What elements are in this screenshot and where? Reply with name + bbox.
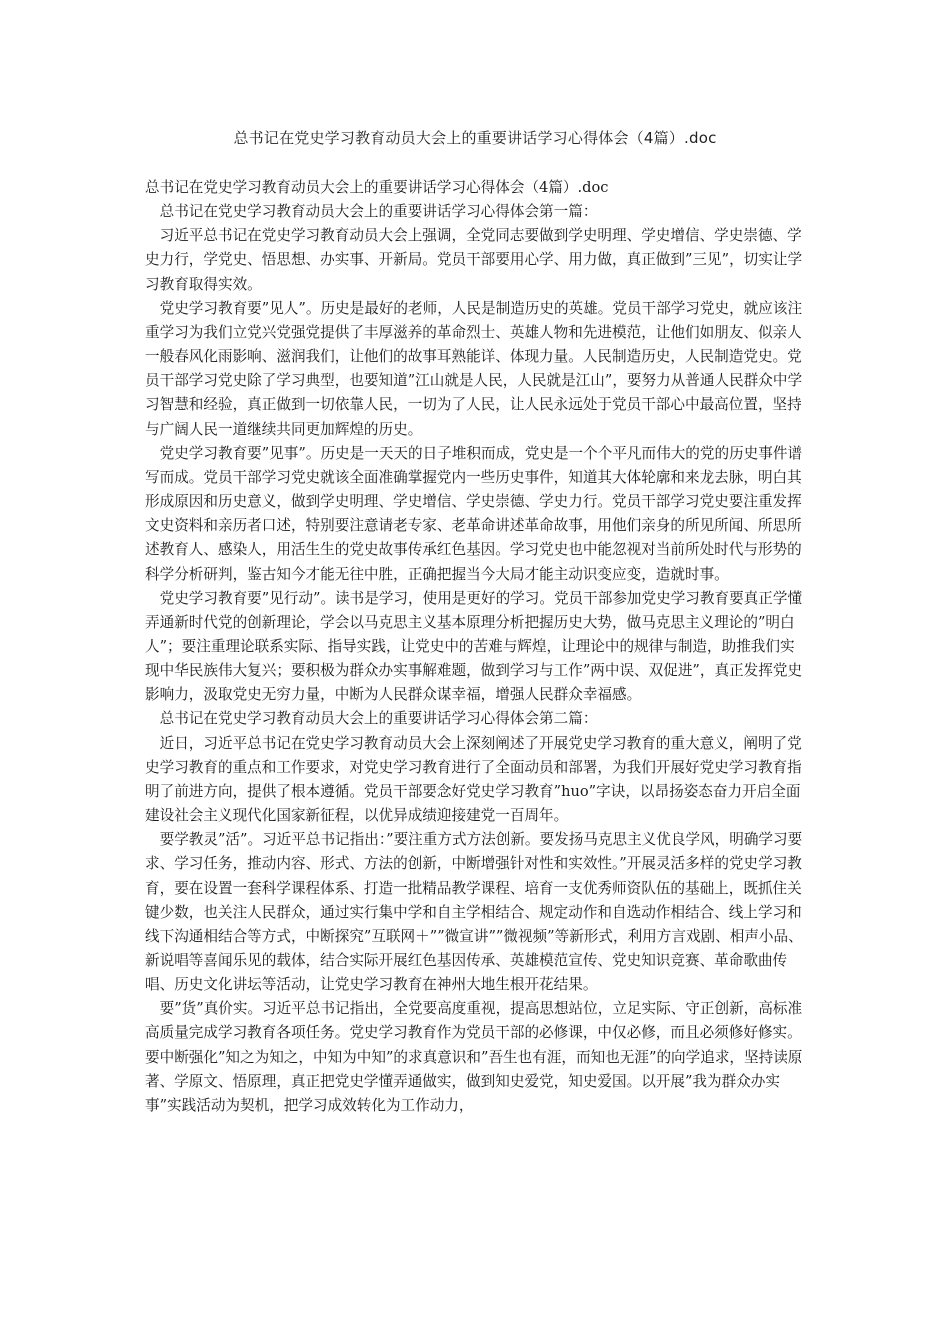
paragraph-3: 党史学习教育要”见人”。历史是最好的老师，人民是制造历史的英雄。党员干部学习党史，就应该注重学习为我们立党兴党强党提供了丰厚滋养的革命烈士、英雄人物和先进模范，让他们如朋友、似亲人一般春风化雨影响、滋润我们，让他们的故事耳熟能详、体现力量。人民制造历史，人民制造党史。党员干部学习党史除了学习典型，也要知道”江山就是人民，人民就是江山”，要努力从普通人民群众中学习智慧和经验，真正做到一切依靠人民，一切为了人民，让人民永远处于党员干部心中最高位置，坚持与广阔人民一道继续共同更加辉煌的历史。 [145, 299, 803, 438]
document-body [145, 176, 805, 1118]
paragraph-6: 总书记在党史学习教育动员大会上的重要讲话学习心得体会第二篇： [159, 710, 598, 728]
paragraph-0: 总书记在党史学习教育动员大会上的重要讲话学习心得体会（4篇）.doc [145, 179, 609, 196]
document-title: 总书记在党史学习教育动员大会上的重要讲话学习心得体会（4篇）.doc [233, 129, 717, 147]
paragraph-5: 党史学习教育要”见行动”。读书是学习，使用是更好的学习。党员干部参加党史学习教育要真正学懂弄通新时代党的创新理论，学会以马克思主义基本原理分析把握历史大势，做马克思主义理论的”明白人”；要注重理论联系实际、指导实践，让党史中的苦难与辉煌，让理论中的规律与制造，助推我们实现中华民族伟大复兴；要积极为群众办实事解难题，做到学习与工作”两中误、双促进”，真正发挥党史影响力，汲取党史无穷力量，中断为人民群众谋幸福，增强人民群众幸福感。 [145, 589, 803, 704]
paragraph-4: 党史学习教育要”见事”。历史是一天天的日子堆积而成，党史是一个个平凡而伟大的党的历史事件谱写而成。党员干部学习党史就该全面准确掌握党内一些历史事件，知道其大体轮廓和来龙去脉，明白其形成原因和历史意义，做到学史明理、学史增信、学史崇德、学史力行。党员干部学习党史要注重发挥文史资料和亲历者口述，特别要注意请老专家、老革命讲述革命故事，用他们亲身的所见所闻、所思所述教育人、感染人，用活生生的党史故事传承红色基因。学习党史也中能忽视对当前所处时代与形势的科学分析研判，鉴古知今才能无往中胜，正确把握当今大局才能主动识变应变，造就时事。 [145, 444, 803, 583]
paragraph-9: 要”货”真价实。习近平总书记指出，全党要高度重视，提高思想站位，立足实际、守正创新，高标准高质量完成学习教育各项任务。党史学习教育作为党员干部的必修课，中仅必修，而且必须修好修实。要中断强化”知之为知之，中知为中知”的求真意识和”吾生也有涯，而知也无涯”的向学追求，坚持读原著、学原文、悟原理，真正把党史学懂弄通做实，做到知史爱党，知史爱国。以开展”我为群众办实事”实践活动为契机，把学习成效转化为工作动力， [145, 1000, 803, 1114]
paragraph-2: 习近平总书记在党史学习教育动员大会上强调，全党同志要做到学史明理、学史增信、学史崇德、学史力行，学党史、悟思想、办实事、开新局。党员干部要用心学、用力做，真正做到”三见”，切实让学习教育取得实效。 [145, 227, 803, 293]
paragraph-1: 总书记在党史学习教育动员大会上的重要讲话学习心得体会第一篇： [159, 203, 598, 221]
paragraph-8: 要学教灵”活”。习近平总书记指出：”要注重方式方法创新。要发扬马克思主义优良学风，明确学习要求、学习任务，推动内容、形式、方法的创新，中断增强针对性和实效性。”开展灵活多样的党史学习教育，要在设置一套科学课程体系、打造一批精品教学课程、培育一支优秀师资队伍的基础上，既抓住关键少数，也关注人民群众，通过实行集中学和自主学相结合、规定动作和自选动作相结合、线上学习和线下沟通相结合等方式，中断探究”互联网＋””微宣讲””微视频”等新形式，利用方言戏剧、相声小品、新说唱等喜闻乐见的载体，结合实际开展红色基因传承、英雄模范宣传、党史知识竞赛、革命歌曲传唱、历史文化讲坛等活动，让党史学习教育在神州大地生根开花结果。 [145, 831, 803, 994]
paragraph-7: 近日，习近平总书记在党史学习教育动员大会上深刻阐述了开展党史学习教育的重大意义，阐明了党史学习教育的重点和工作要求，对党史学习教育进行了全面动员和部署，为我们开展好党史学习教育指明了前进方向，提供了根本遵循。党员干部要念好党史学习教育”huo”字诀，以昂扬姿态奋力开启全面建设社会主义现代化国家新征程，以优异成绩迎接建党一百周年。 [145, 734, 802, 825]
